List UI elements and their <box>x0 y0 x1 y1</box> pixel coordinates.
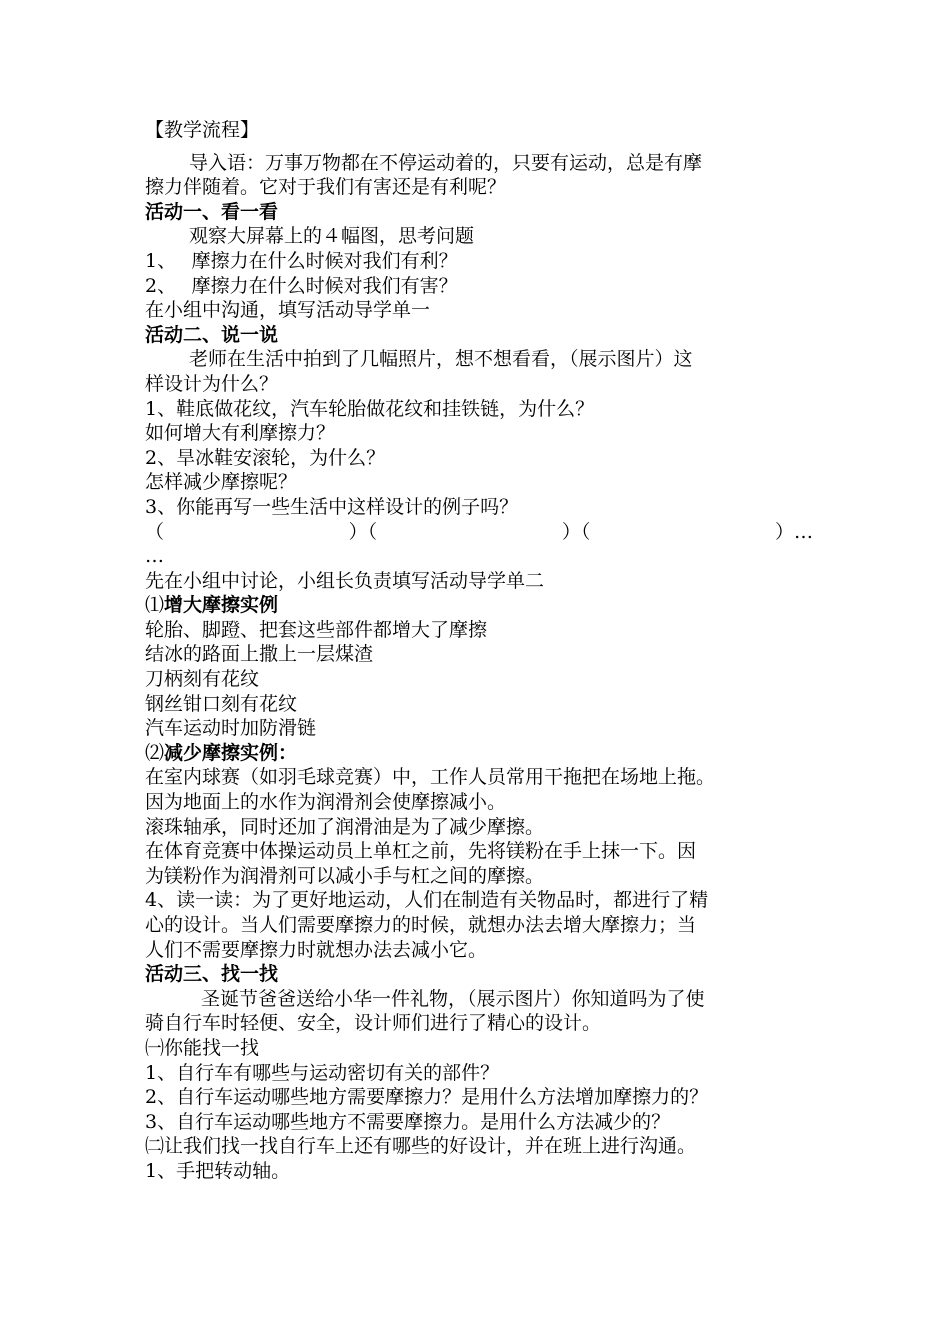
decrease-paragraph-1-line-1: 在室内球赛（如羽毛球竞赛）中，工作人员常用干拖把在场地上拖。 <box>145 766 716 789</box>
blank-close-3: ）… <box>774 520 813 543</box>
activity-2-group: 先在小组中讨论，小组长负责填写活动导学单二 <box>145 569 545 592</box>
activity-2-blanks <box>145 520 813 545</box>
activity-1-question-2: 2、 摩擦力在什么时候对我们有害？ <box>145 274 458 297</box>
find-question-3: 3、自行车运动哪些地方不需要摩擦力。是用什么方法减少的？ <box>145 1110 671 1133</box>
activity-3-intro-2: 骑自行车时轻便、安全，设计师们进行了精心的设计。 <box>145 1012 602 1035</box>
blank-close-open-3: ）（ <box>561 520 591 543</box>
read-line-2: 心的设计。当人们需要摩擦力的时候，就想办法去增大摩擦力；当 <box>145 914 697 936</box>
increase-heading-text: 增大摩擦实例 <box>164 594 279 617</box>
activity-1-heading: 活动一、看一看 <box>145 200 279 223</box>
find-heading: ㈠你能找一找 <box>145 1036 260 1059</box>
activity-2-question-1b: 如何增大有利摩擦力？ <box>145 422 336 445</box>
intro-line-2: 擦力伴随着。它对于我们有害还是有利呢？ <box>145 176 507 199</box>
activity-2-ellipsis: … <box>145 545 164 568</box>
blank-close-open-2: ）（ <box>348 520 378 543</box>
activity-2-intro-1: 老师在生活中拍到了几幅照片，想不想看看，（展示图片）这 <box>189 348 693 371</box>
activity-1-observe: 观察大屏幕上的４幅图，思考问题 <box>189 225 475 248</box>
activity-1-question-1: 1、 摩擦力在什么时候对我们有利？ <box>145 249 458 272</box>
activity-2-question-3: 3、你能再写一些生活中这样设计的例子吗？ <box>145 495 519 518</box>
section-title: 【教学流程】 <box>145 119 260 141</box>
intro-line-1: 导入语：万事万物都在不停运动着的，只要有运动，总是有摩 <box>189 151 703 174</box>
increase-friction-heading <box>145 593 835 618</box>
activity-1-group: 在小组中沟通，填写活动导学单一 <box>145 299 431 322</box>
activity-3-heading: 活动三、找一找 <box>145 963 279 986</box>
activity-2-question-2: 2、旱冰鞋安滚轮，为什么？ <box>145 446 386 469</box>
decrease-paragraph-3-line-2: 为镁粉作为润滑剂可以减小手与杠之间的摩擦。 <box>145 864 545 887</box>
increase-heading-number: ⑴ <box>145 594 165 617</box>
decrease-heading-number: ⑵ <box>145 741 165 764</box>
decrease-heading-text: 减少摩擦实例： <box>164 741 298 764</box>
activity-2-heading: 活动二、说一说 <box>145 323 279 346</box>
decrease-paragraph-2: 滚珠轴承，同时还加了润滑油是为了减少摩擦。 <box>145 815 545 838</box>
read-line-3: 人们不需要摩擦力时就想办法去减小它。 <box>145 938 488 961</box>
find-question-2: 2、自行车运动哪些地方需要摩擦力？是用什么方法增加摩擦力的？ <box>145 1086 709 1109</box>
find-question-1: 1、自行车有哪些与运动密切有关的部件？ <box>145 1061 500 1084</box>
activity-2-question-2b: 怎样减少摩擦呢？ <box>145 471 298 494</box>
increase-item: 刀柄刻有花纹 <box>145 668 260 691</box>
activity-2-question-1: 1、鞋底做花纹，汽车轮胎做花纹和挂铁链，为什么？ <box>145 397 595 420</box>
decrease-friction-heading <box>145 741 835 766</box>
increase-item: 结冰的路面上撒上一层煤渣 <box>145 643 374 666</box>
decrease-paragraph-1-line-2: 因为地面上的水作为润滑剂会使摩擦减小。 <box>145 791 507 814</box>
increase-item: 轮胎、脚蹬、把套这些部件都增大了摩擦 <box>145 618 488 641</box>
document-page <box>145 118 835 1184</box>
activity-2-intro-2: 样设计为什么？ <box>145 372 279 395</box>
increase-item: 汽车运动时加防滑链 <box>145 717 317 740</box>
let-us-find-heading: ㈡让我们找一找自行车上还有哪些的好设计，并在班上进行沟通。 <box>145 1135 697 1158</box>
let-us-find-question-1: 1、手把转动轴。 <box>145 1159 291 1182</box>
blank-open-1: （ <box>145 520 165 543</box>
read-line-1: 4、读一读：为了更好地运动，人们在制造有关物品时，都进行了精 <box>145 889 709 912</box>
activity-3-intro-1: 圣诞节爸爸送给小华一件礼物，（展示图片）你知道吗为了使 <box>201 987 705 1010</box>
increase-item: 钢丝钳口刻有花纹 <box>145 692 298 715</box>
decrease-paragraph-3-line-1: 在体育竞赛中体操运动员上单杠之前，先将镁粉在手上抹一下。因 <box>145 840 697 863</box>
